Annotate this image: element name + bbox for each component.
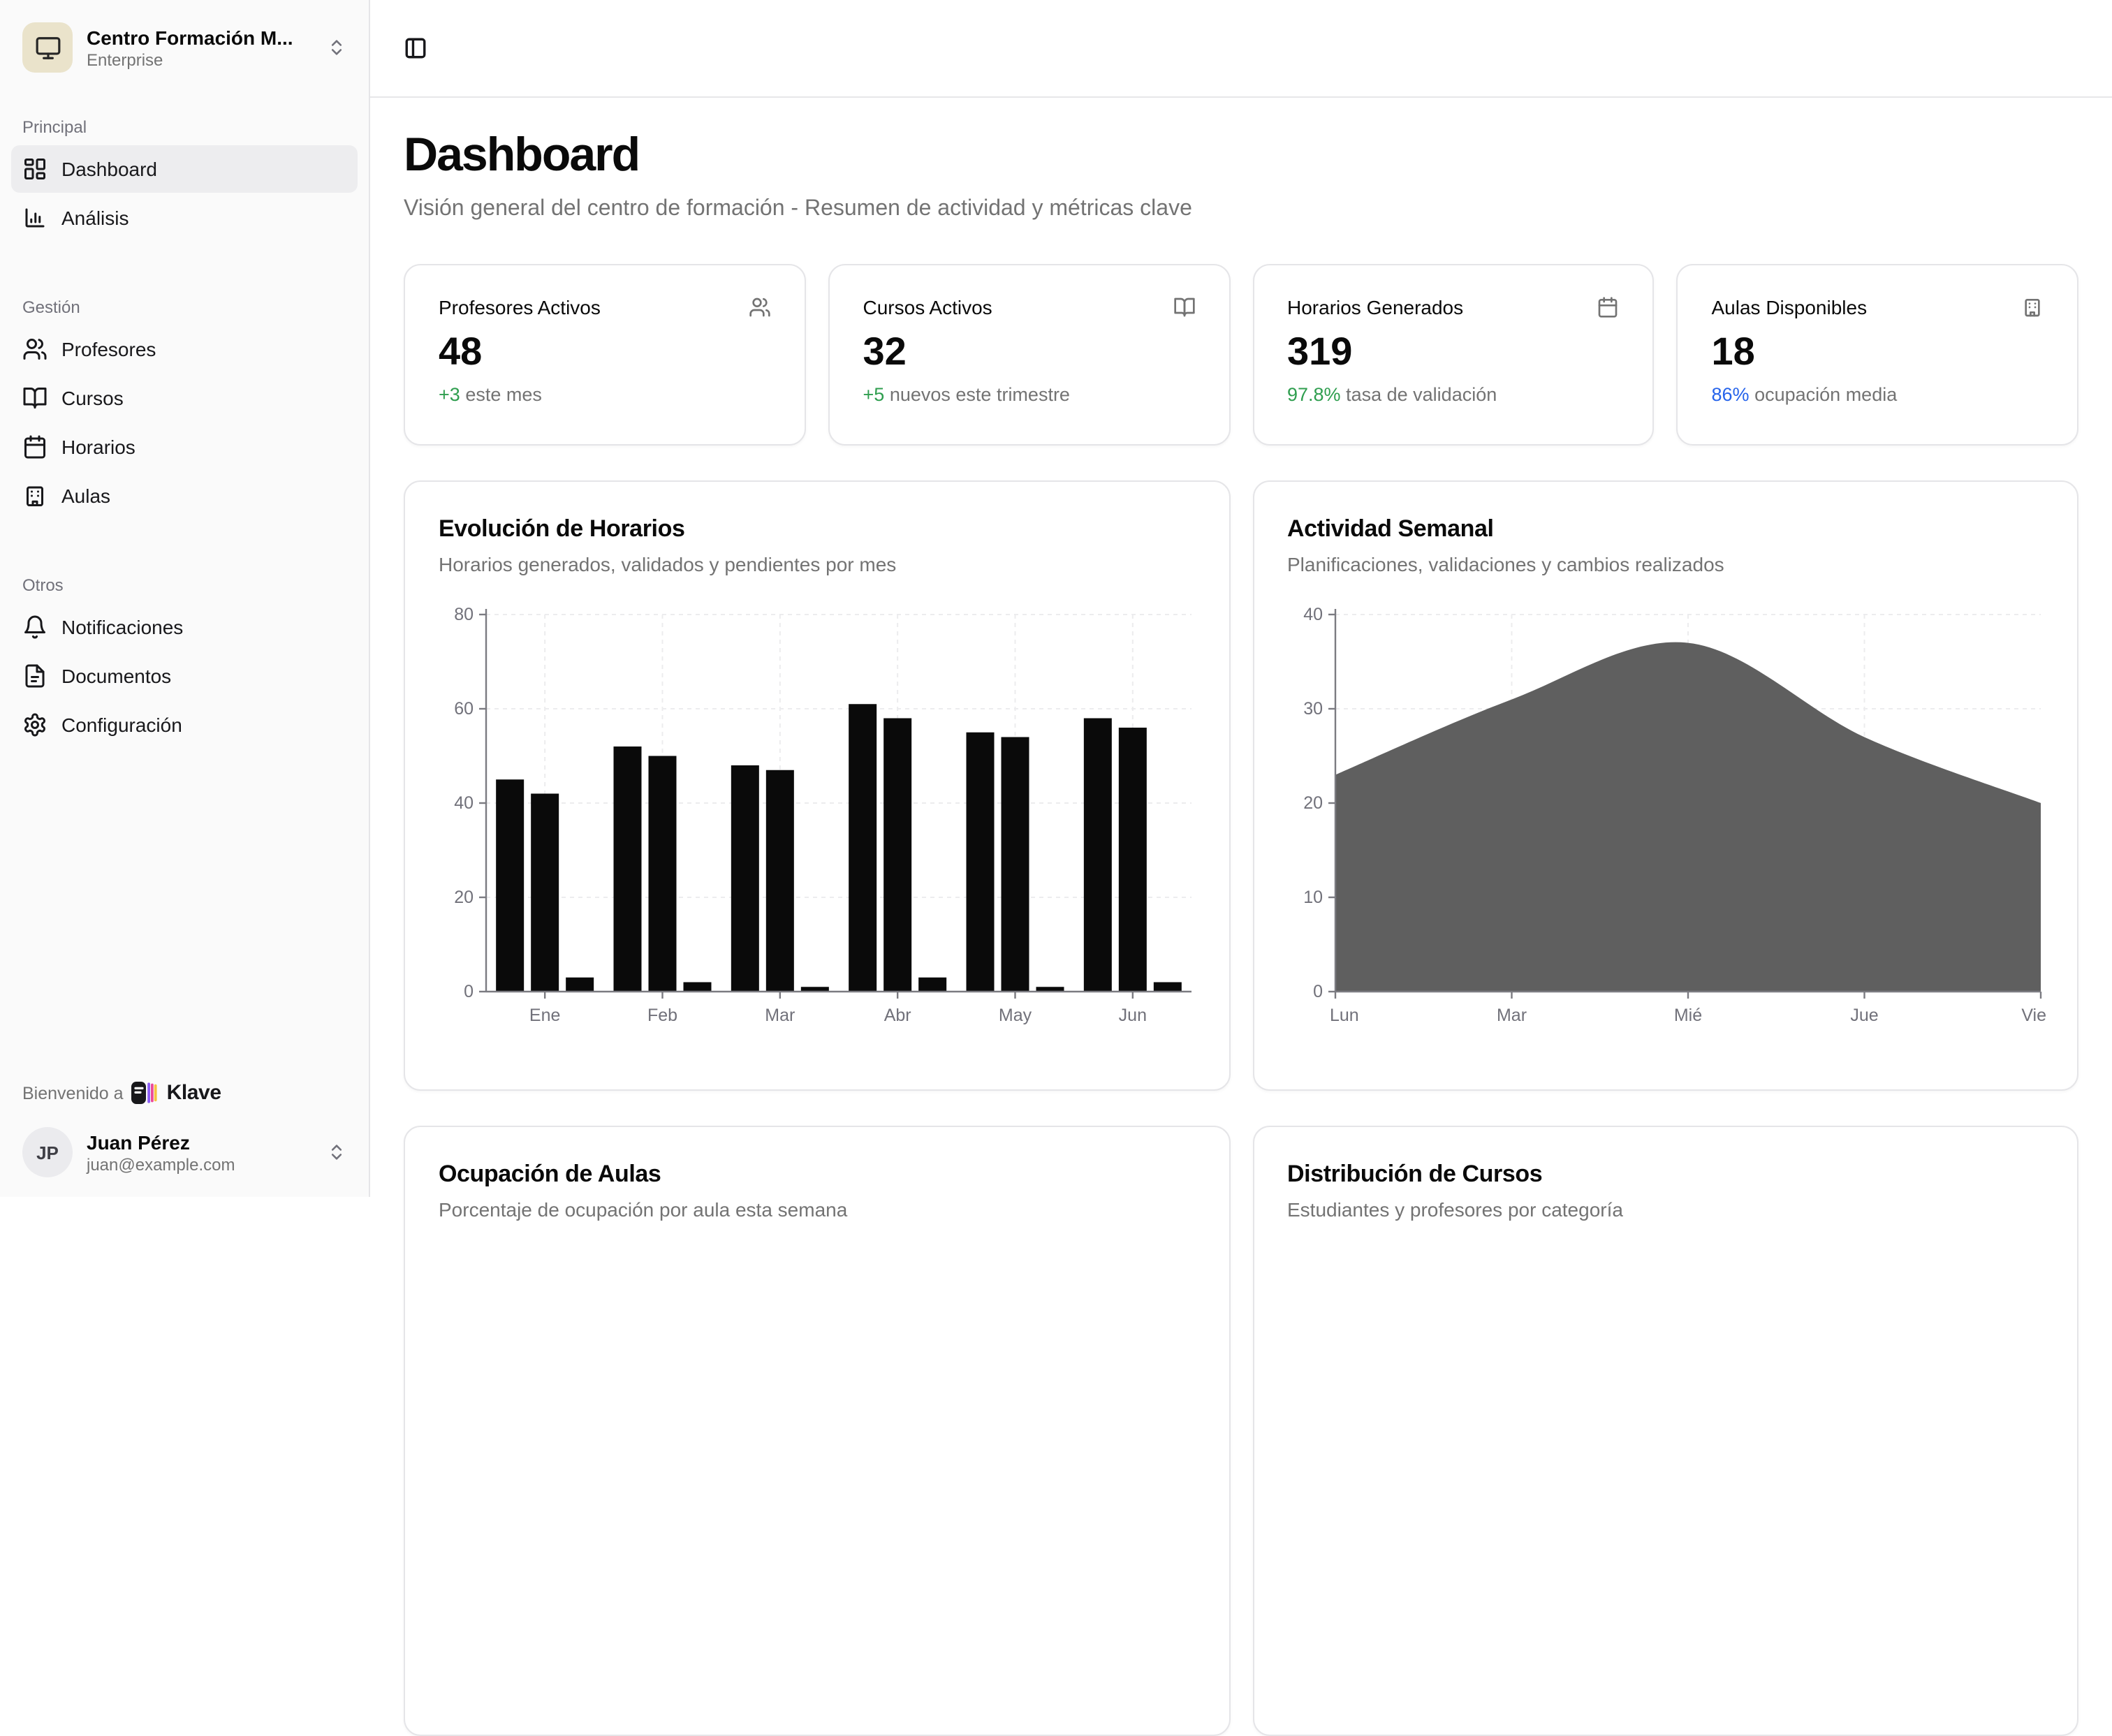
sidebar-item-profesores[interactable] [11,325,358,373]
stat-card-aulas [1677,264,2079,446]
bar-chart-icon [22,205,47,230]
monitor-icon [34,34,61,61]
svg-text:40: 40 [454,793,474,813]
chevrons-up-down-icon [327,38,346,57]
avatar: JP [22,1127,73,1177]
book-open-icon [22,385,47,411]
stat-card-profesores [404,264,806,446]
main-area [370,0,2112,1221]
sidebar-item-documentos[interactable] [11,652,358,700]
building-icon [22,483,47,508]
svg-text:Mié: Mié [1673,1006,1702,1025]
sidebar-item-label: Cursos [61,387,124,409]
chart-card-actividad-semanal [1252,480,2078,1091]
dashboard-icon [22,156,47,182]
sidebar-item-label: Profesores [61,338,156,360]
chart-card-ocupacion-aulas [404,1126,1230,1736]
sidebar-item-notificaciones[interactable] [11,603,358,651]
svg-text:20: 20 [1303,793,1322,813]
workspace-logo [22,22,73,73]
sidebar-footer [0,1067,369,1197]
section-label-gestion: Gestión [22,297,80,317]
sidebar-item-label: Configuración [61,714,182,736]
workspace-name: Centro Formación M... [87,26,293,48]
stat-value: 18 [1711,330,1755,373]
section-label-otros: Otros [22,575,64,595]
workspace-plan: Enterprise [87,50,163,69]
stat-subtext: 97.8% tasa de validación [1287,384,1497,405]
stat-value: 319 [1287,330,1353,373]
building-icon [2021,296,2044,318]
svg-text:Jun: Jun [1118,1006,1147,1025]
stat-title: Profesores Activos [439,296,601,318]
user-email: juan@example.com [87,1154,235,1174]
stat-title: Aulas Disponibles [1711,296,1868,318]
calendar-icon [1597,296,1620,318]
stat-cards-row [404,264,2078,446]
sidebar-item-label: Dashboard [61,158,157,180]
stat-subtext: 86% ocupación media [1711,384,1898,405]
sidebar-item-horarios[interactable] [11,423,358,471]
calendar-icon [22,434,47,459]
svg-text:Feb: Feb [647,1006,678,1025]
chevrons-up-down-icon [327,1142,346,1162]
sidebar [0,0,370,1197]
chart-subtitle: Horarios generados, validados y pendientes por mes [439,553,897,575]
sidebar-item-analisis[interactable] [11,194,358,242]
panel-left-icon [404,36,427,60]
sidebar-item-label: Horarios [61,436,135,458]
welcome-text: Bienvenido a [22,1083,124,1103]
stat-value: 48 [439,330,483,373]
klave-logo-icon [132,1081,159,1105]
svg-text:May: May [998,1006,1032,1025]
page-subtitle: Visión general del centro de formación - Resumen de actividad y métricas clave [404,197,1192,221]
svg-text:Jue: Jue [1849,1006,1878,1025]
svg-text:Mar: Mar [1495,1006,1527,1025]
svg-text:Ene: Ene [529,1006,561,1025]
svg-text:0: 0 [1312,982,1322,1001]
chart-subtitle: Estudiantes y profesores por categoría [1287,1198,1623,1221]
topbar [370,0,2112,98]
users-icon [22,337,47,362]
stat-card-cursos [828,264,1231,446]
stat-highlight: +5 [863,384,885,405]
sidebar-item-label: Aulas [61,485,111,507]
brand-name: Klave [166,1081,221,1105]
charts-row [404,480,2078,1091]
stat-highlight: +3 [439,384,460,405]
file-text-icon [22,663,47,689]
sidebar-item-label: Notificaciones [61,616,184,638]
chart-subtitle: Planificaciones, validaciones y cambios realizados [1287,553,1724,575]
svg-text:0: 0 [464,982,474,1001]
section-label-principal: Principal [22,117,87,137]
sidebar-item-dashboard[interactable] [11,145,358,193]
stat-value: 32 [863,330,907,373]
user-menu[interactable] [22,1127,346,1177]
gear-icon [22,712,47,737]
sidebar-toggle-button[interactable] [398,31,433,66]
sidebar-item-cursos[interactable] [11,374,358,422]
chart-card-evolucion-horarios [404,480,1230,1091]
users-icon [749,296,771,318]
svg-text:Mar: Mar [765,1006,795,1025]
dashboard-content [370,98,2112,1736]
svg-text:60: 60 [454,699,474,719]
stat-subtext: +3 este mes [439,384,542,405]
svg-text:40: 40 [1303,605,1322,624]
area-chart [1287,606,2046,1025]
chart-title: Actividad Semanal [1287,515,1494,542]
svg-text:Abr: Abr [883,1006,911,1025]
welcome-line [22,1081,346,1105]
bar-chart [439,606,1197,1025]
bottom-cards-row [404,1126,2078,1736]
svg-text:30: 30 [1303,699,1322,719]
page-title: Dashboard [404,128,640,182]
bell-icon [22,615,47,640]
chart-title: Evolución de Horarios [439,515,685,542]
svg-text:80: 80 [454,605,474,624]
stat-highlight: 97.8% [1287,384,1341,405]
chart-card-distribucion-cursos [1252,1126,2078,1736]
chart-title: Distribución de Cursos [1287,1161,1543,1187]
stat-title: Horarios Generados [1287,296,1464,318]
svg-text:Vie: Vie [2021,1006,2046,1025]
sidebar-item-configuracion[interactable] [11,701,358,749]
stat-highlight: 86% [1711,384,1750,405]
svg-text:Lun: Lun [1329,1006,1358,1025]
book-open-icon [1173,296,1195,318]
svg-text:10: 10 [1303,888,1322,907]
chart-title: Ocupación de Aulas [439,1161,661,1187]
svg-text:20: 20 [454,888,474,907]
chart-subtitle: Porcentaje de ocupación por aula esta semana [439,1198,848,1221]
sidebar-item-aulas[interactable] [11,472,358,520]
stat-title: Cursos Activos [863,296,992,318]
stat-card-horarios [1252,264,1655,446]
user-name: Juan Pérez [87,1131,190,1153]
workspace-switcher[interactable] [11,14,358,81]
sidebar-item-label: Documentos [61,665,172,687]
stat-subtext: +5 nuevos este trimestre [863,384,1070,405]
sidebar-item-label: Análisis [61,207,129,229]
sidebar-nav [0,87,369,1067]
